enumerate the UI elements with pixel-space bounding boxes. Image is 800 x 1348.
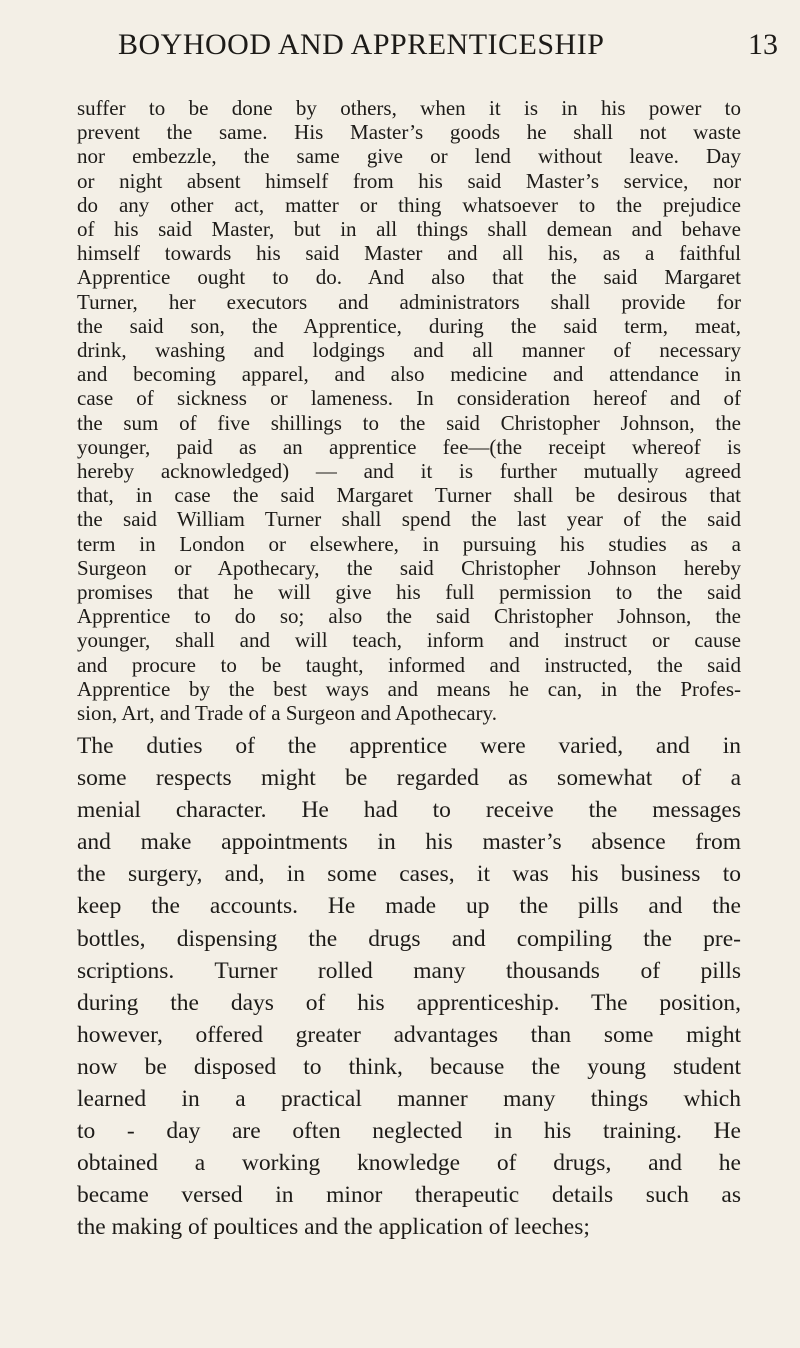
text-line: during the days of his apprenticeship. The position, — [77, 989, 741, 1016]
text-line: or night absent himself from his said Master’s service, nor — [77, 168, 741, 193]
paragraph-indenture-text — [77, 96, 741, 725]
text-line: The duties of the apprentice were varied, and in — [77, 733, 741, 759]
text-line: the sum of five shillings to the said Christopher Johnson, the — [77, 410, 741, 435]
text-line: term in London or elsewhere, in pursuing his studies as a — [77, 531, 741, 556]
text-line: case of sickness or lameness. In consideration hereof and of — [77, 386, 741, 411]
text-line: and make appointments in his master’s absence from — [77, 829, 741, 856]
text-line: suffer to be done by others, when it is in his power to — [77, 96, 741, 120]
text-line: menial character. He had to receive the messages — [77, 797, 741, 824]
text-line: Apprentice ought to do. And also that the said Margaret — [77, 265, 741, 290]
text-line: learned in a practical manner many things which — [77, 1086, 741, 1113]
text-line: and procure to be taught, informed and instructed, the said — [77, 652, 741, 677]
text-line: the surgery, and, in some cases, it was his business to — [77, 861, 741, 888]
text-line: the said son, the Apprentice, during the said term, meat, — [77, 313, 741, 338]
paragraph-apprentice-duties — [77, 730, 741, 1244]
page-number: 13 — [748, 28, 778, 61]
text-line: to - day are often neglected in his training. He — [77, 1118, 741, 1145]
text-line: younger, shall and will teach, inform and instruct or cause — [77, 628, 741, 653]
text-line: scriptions. Turner rolled many thousands of pills — [77, 957, 741, 984]
text-line: himself towards his said Master and all his, as a faithful — [77, 241, 741, 266]
text-line: the making of poultices and the application of leeches; — [77, 1214, 590, 1241]
text-line: Apprentice to do so; also the said Christopher Johnson, the — [77, 604, 741, 629]
text-line: do any other act, matter or thing whatsoever to the prejudice — [77, 192, 741, 217]
text-line: the said William Turner shall spend the last year of the said — [77, 507, 741, 532]
text-line: now be disposed to think, because the young student — [77, 1053, 741, 1080]
text-line: Surgeon or Apothecary, the said Christopher Johnson hereby — [77, 555, 741, 580]
text-line: nor embezzle, the same give or lend without leave. Day — [77, 144, 741, 169]
text-line: younger, paid as an apprentice fee—(the receipt whereof is — [77, 434, 741, 459]
text-line: some respects might be regarded as somewhat of a — [77, 765, 741, 792]
text-line: and becoming apparel, and also medicine and attendance in — [77, 362, 741, 387]
text-line: sion, Art, and Trade of a Surgeon and Apothecary. — [77, 701, 497, 726]
text-line: Apprentice by the best ways and means he can, in the Profes- — [77, 676, 741, 701]
running-head-title: BOYHOOD AND APPRENTICESHIP — [118, 28, 605, 61]
text-line: bottles, dispensing the drugs and compiling the pre- — [77, 925, 741, 952]
text-line: of his said Master, but in all things shall demean and behave — [77, 217, 741, 242]
text-line: prevent the same. His Master’s goods he shall not waste — [77, 120, 741, 145]
text-line: drink, washing and lodgings and all manner of necessary — [77, 338, 741, 363]
text-line: Turner, her executors and administrators shall provide for — [77, 289, 741, 314]
text-line: that, in case the said Margaret Turner shall be desirous that — [77, 483, 741, 508]
running-head — [118, 28, 780, 68]
text-line: promises that he will give his full permission to the said — [77, 580, 741, 605]
text-line: keep the accounts. He made up the pills and the — [77, 893, 741, 920]
text-line: hereby acknowledged) — and it is further mutually agreed — [77, 459, 741, 484]
text-line: obtained a working knowledge of drugs, and he — [77, 1150, 741, 1177]
text-line: became versed in minor therapeutic details such as — [77, 1182, 741, 1209]
text-line: however, offered greater advantages than some might — [77, 1021, 741, 1048]
